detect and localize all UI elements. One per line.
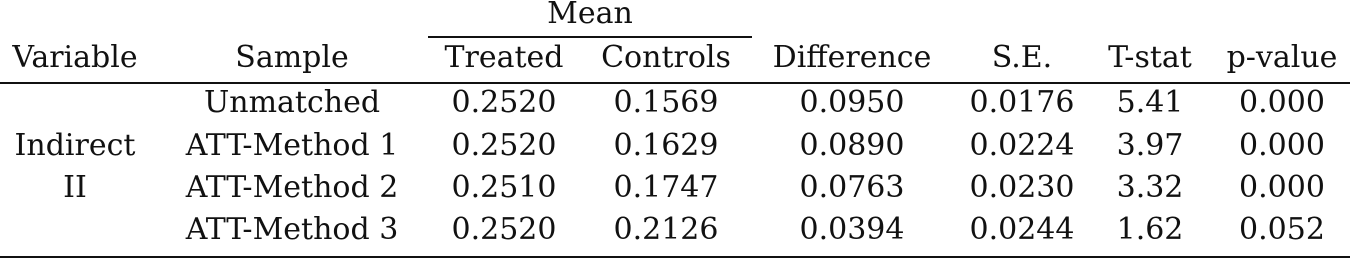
header-pvalue: p-value [1226,40,1338,75]
header-variable: Variable [12,40,138,75]
header-sample: Sample [235,40,349,75]
row-tstat: 5.41 [1116,85,1184,120]
row-se: 0.0224 [969,128,1075,163]
row-controls: 0.1747 [613,170,719,205]
row-controls: 0.1629 [613,128,719,163]
row-difference: 0.0890 [799,128,905,163]
row-sample: ATT-Method 3 [185,212,399,247]
row-pvalue: 0.000 [1239,170,1325,205]
header-rule [0,82,1350,84]
row-treated: 0.2510 [451,170,557,205]
row-treated: 0.2520 [451,85,557,120]
header-controls: Controls [601,40,731,75]
header-se: S.E. [991,40,1053,75]
row-controls: 0.2126 [613,212,719,247]
variable-label-line1: Indirect [14,128,136,163]
group-header-mean: Mean [547,0,633,31]
row-se: 0.0176 [969,85,1075,120]
row-sample: Unmatched [203,85,381,120]
row-difference: 0.0763 [799,170,905,205]
row-pvalue: 0.052 [1239,212,1325,247]
header-tstat: T-stat [1108,40,1192,75]
row-difference: 0.0950 [799,85,905,120]
row-treated: 0.2520 [451,128,557,163]
row-pvalue: 0.000 [1239,85,1325,120]
group-header-underline [428,36,752,38]
row-se: 0.0244 [969,212,1075,247]
row-difference: 0.0394 [799,212,905,247]
header-treated: Treated [444,40,564,75]
row-tstat: 3.32 [1116,170,1184,205]
row-controls: 0.1569 [613,85,719,120]
row-sample: ATT-Method 2 [185,170,399,205]
row-tstat: 1.62 [1116,212,1184,247]
row-tstat: 3.97 [1116,128,1184,163]
bottom-rule [0,256,1350,258]
header-difference: Difference [772,40,932,75]
variable-label-line2: II [63,170,87,205]
row-se: 0.0230 [969,170,1075,205]
row-pvalue: 0.000 [1239,128,1325,163]
row-sample: ATT-Method 1 [185,128,399,163]
row-treated: 0.2520 [451,212,557,247]
